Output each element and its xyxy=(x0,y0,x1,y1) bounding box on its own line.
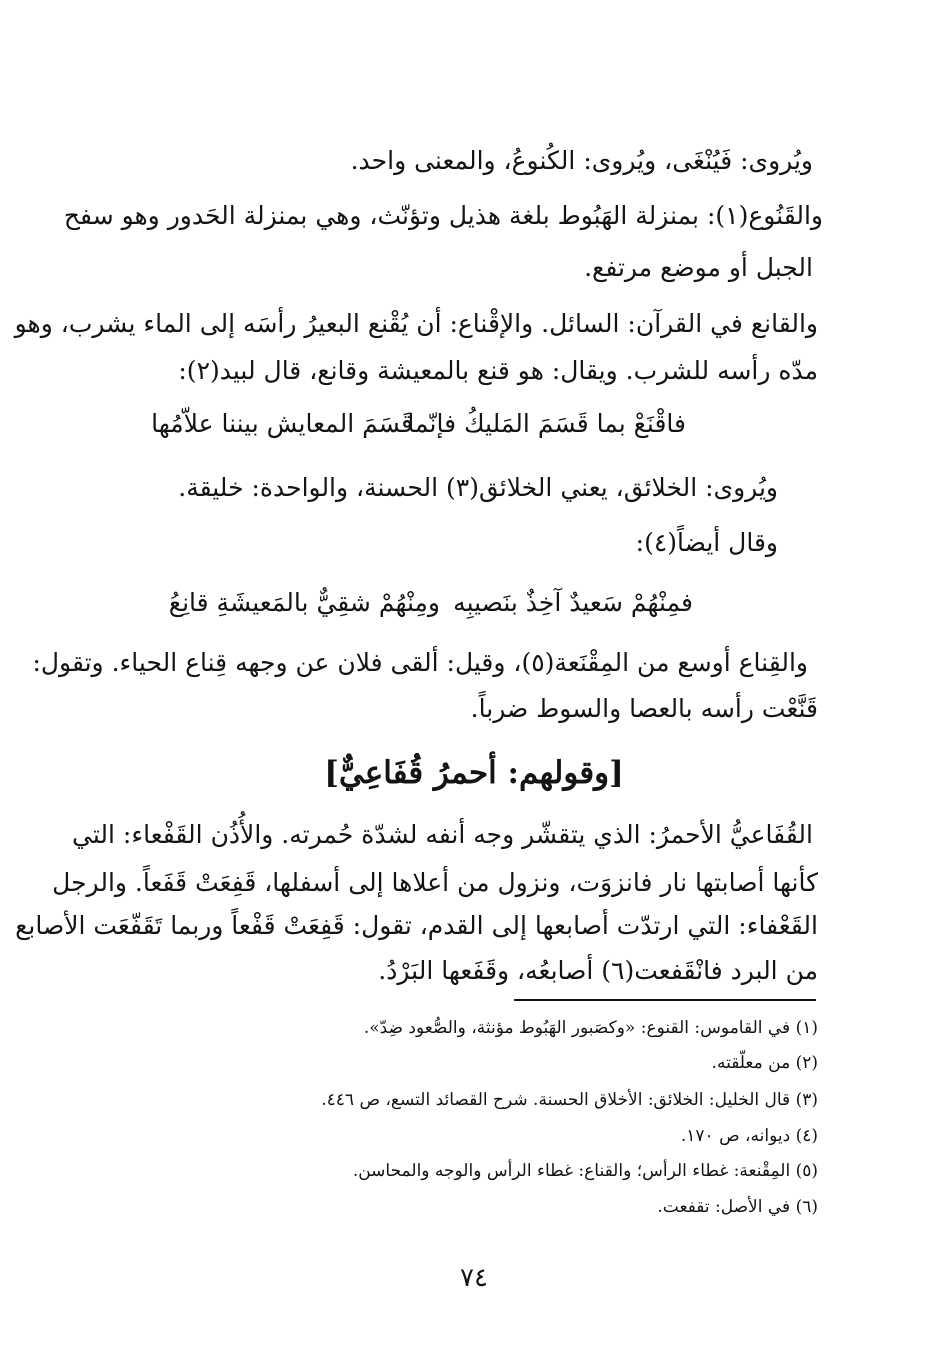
section-heading: [وقولهم: أحمرُ قُفَاعِيٌّ] xyxy=(324,755,624,791)
text-line: وقال أيضاً(٤): xyxy=(635,528,778,557)
text-line: مدّه رأسه للشرب. ويقال: هو قنع بالمعيشة وقانع، قال لبيد(٢): xyxy=(178,356,818,385)
footnote: (٢) من معلّقته. xyxy=(711,1053,818,1073)
text-line: قَنَّعْت رأسه بالعصا والسوط ضرباً. xyxy=(470,694,818,723)
verse-second-hemistich: ومِنْهُمْ شقِيٌّ بالمَعيشَةِ قانِعُ xyxy=(168,588,440,617)
text-line: من البرد فانْقَفعت(٦) أصابعُه، وقَفَعها البَرْدُ. xyxy=(378,956,818,985)
verse-first-hemistich: فمِنْهُمْ سَعيدٌ آخِذٌ بنَصيبِه xyxy=(453,588,693,617)
text-line: القَعْفاء: التي ارتدّت أصابعها إلى القدم، تقول: قَفِعَتْ قَفْعاً وربما تَقَفّعَت الأصابع xyxy=(15,911,818,940)
text-line: ويُروى: الخلائق، يعني الخلائق(٣) الحسنة، والواحدة: خليقة. xyxy=(178,473,778,502)
page-number: ٧٤ xyxy=(460,1263,488,1293)
text-line: ويُروى: فَيُنْغَى، ويُروى: الكُنوعُ، والمعنى واحد. xyxy=(350,146,813,175)
text-line: والقِناع أوسع من المِقْنَعة(٥)، وقيل: ألقى فلان عن وجهه قِناع الحياء. وتقول: xyxy=(32,648,808,677)
text-line: القُفَاعيُّ الأحمرُ: الذي يتقشّر وجه أنفه لشدّة حُمرته. والأُذُن القَفْعاء: التي xyxy=(72,820,813,849)
footnote: (٥) المِقْنعة: غطاء الرأس؛ والقناع: غطاء الرأس والوجه والمحاسن. xyxy=(352,1161,818,1181)
footnote: (٣) قال الخليل: الخلائق: الأخلاق الحسنة. شرح القصائد التسع، ص ٤٤٦. xyxy=(321,1090,818,1110)
text-line: الجبل أو موضع مرتفع. xyxy=(584,253,813,282)
footnote: (٦) في الأصل: تقفعت. xyxy=(657,1197,818,1217)
verse-first-hemistich: فاقْنَعْ بما قَسَمَ المَليكُ فإنّما xyxy=(407,409,686,438)
footnote: (١) في القاموس: القنوع: «وكصَبور الهَبُوط مؤنثة، والصُّعود ضِدّ». xyxy=(363,1018,818,1038)
text-line: كأنها أصابتها نار فانزوَت، ونزول من أعلاها إلى أسفلها، قَفِعَتْ قَفَعاً. والرجل xyxy=(52,868,818,897)
text-line: والقَنُوع(١): بمنزلة الهَبُوط بلغة هذيل وتؤنّث، وهي بمنزلة الحَدور وهو سفح xyxy=(63,201,823,230)
text-line: والقانع في القرآن: السائل. والإقْناع: أن يُقْنع البعيرُ رأسَه إلى الماء يشرب، وهو xyxy=(14,309,818,338)
footnote-divider xyxy=(514,999,816,1001)
footnote: (٤) ديوانه، ص ١٧٠. xyxy=(680,1126,818,1146)
verse-second-hemistich: قَسَمَ المعايش بيننا علاّمُها xyxy=(151,409,413,438)
